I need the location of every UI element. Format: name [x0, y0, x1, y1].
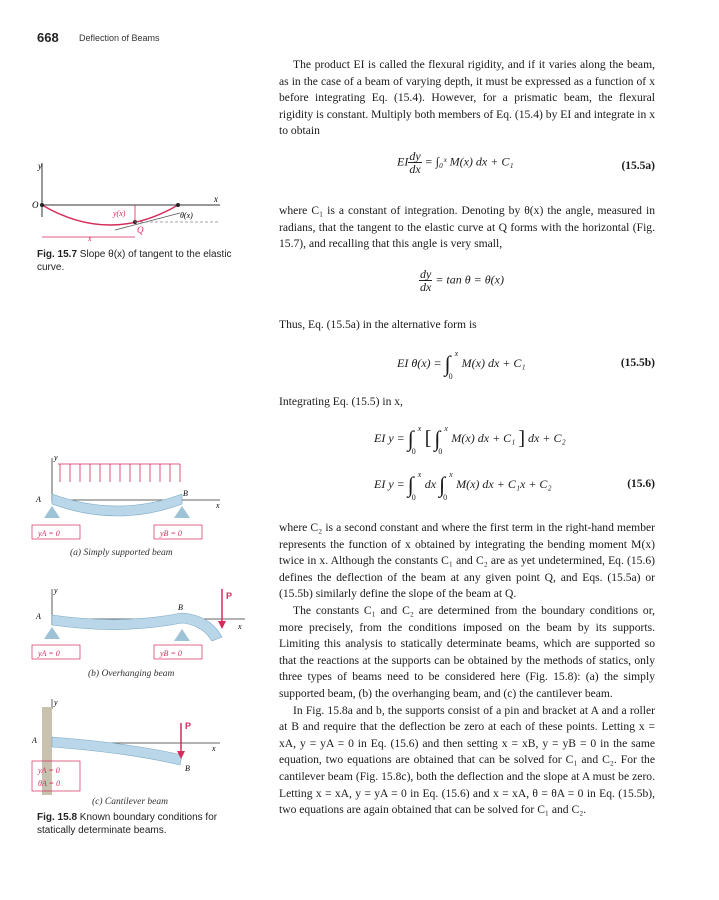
eq-15-5b-lhs: EI θ(x) =	[397, 355, 442, 370]
paragraph-6-text: The constants C₁ and C₂ are determined from the boundary conditions or, more precisely, from the conditions imposed on the beam by its supports. Limiting this analysis to statically determinate beams, which are supported so that the reactions at the supports can be obtained by the methods of statics, only three types of beams need to be considered here (Fig. 15.8): (a) the simply supported beam, (b) the overhanging beam, and (c) the cantilever beam.	[279, 603, 655, 700]
paragraph-5-text: where C₂ is a second constant and where the first term in the right-hand member represents the function of x obtained by integrating the bending moment M(x) twice in x. Although the constants C₁ and C₂ are as yet undetermined, Eq. (15.6) defines the deflection of the beam at any given point Q, and Eqs. (15.5a) or (15.5b) similarly define the slope of the beam at Q.	[279, 521, 655, 601]
beam-b	[52, 613, 222, 641]
fig-15-8-caption-text: Known boundary conditions for statically determinate beams.	[37, 812, 218, 836]
label-a: A	[32, 736, 37, 745]
label-theta: θ(x)	[180, 211, 193, 220]
eq-15-5a-number: (15.5a)	[621, 160, 655, 172]
equation-double-integral	[279, 420, 655, 458]
bc-b-text: yB = 0	[160, 649, 182, 658]
roller-support-b	[174, 629, 190, 641]
eq-double-lhs: EI y =	[374, 430, 405, 445]
equation-tan	[279, 268, 655, 302]
label-y: y	[54, 698, 58, 707]
eq-15-5b-rhs: M(x) dx + C₁	[461, 355, 526, 370]
label-a: A	[36, 612, 41, 621]
eq-15-5a-lhs: EI	[397, 154, 409, 169]
fig-15-8a-caption: (a) Simply supported beam	[70, 548, 173, 558]
end-point	[176, 203, 180, 207]
eq-double-rhs: dx + C₂	[528, 430, 566, 445]
page-number: 668	[37, 30, 59, 45]
eq-tan-num: dy	[420, 267, 432, 281]
label-p: P	[185, 721, 192, 731]
paragraph-2-text: where C₁ is a constant of integration. Denoting by θ(x) the angle, measured in radians, that the tangent to the elastic curve at Q forms with the horizontal (Fig. 15.7), and recalling that this angle is very small,	[279, 204, 655, 251]
integral-sign: ∫ x 0	[439, 470, 453, 502]
integral-sign: ∫ x 0	[444, 349, 459, 381]
label-b: B	[183, 489, 188, 498]
pin-support-a	[44, 506, 60, 518]
figure-15-8-caption	[37, 812, 252, 837]
paragraph-7-text: In Fig. 15.8a and b, the supports consist of a pin and bracket at A and a roller at B and require that the deflection be zero at each of these points. Letting x = xA, y = yA = 0 in Eq. (15.6) and then setting x = xB, y = yB = 0 in the same equation, two equations are obtained that can be solved for C₁ and C₂. For the cantilever beam (Fig. 15.8c), both the deflection and the slope at A must be zero. Letting x = xA, y = yA = 0 in Eq. (15.6) and x = xA, θ = θA = 0 in Eq. (15.5b), two equations are again obtained that can be solved for C₁ and C₂.	[279, 703, 655, 817]
bc-a2-text: θA = 0	[38, 779, 61, 788]
label-y: y	[54, 586, 58, 595]
fig-15-8b-caption: (b) Overhanging beam	[88, 669, 175, 679]
running-head: Deflection of Beams	[79, 33, 160, 43]
eq-15-5a-den: dx	[409, 162, 421, 176]
bc-a-text: yA = 0	[38, 529, 60, 538]
integral-sign: ∫ x 0	[407, 470, 422, 502]
bc-a1-text: yA = 0	[38, 766, 60, 775]
eq-double-inner: M(x) dx + C₁	[451, 430, 516, 445]
equation-15-6	[279, 466, 655, 504]
right-bracket: ]	[518, 427, 526, 450]
label-x: x	[212, 744, 216, 753]
equation-15-5b	[279, 347, 655, 383]
beam-a	[52, 494, 182, 516]
eq-tan-den: dx	[420, 280, 432, 294]
label-p: P	[226, 591, 233, 601]
distributed-load	[58, 464, 180, 482]
label-x-axis: x	[214, 194, 218, 204]
label-x: x	[216, 501, 220, 510]
eq-15-6-lhs: EI y =	[374, 476, 405, 491]
paragraph-3-text: Thus, Eq. (15.5a) in the alternative form is	[279, 318, 477, 331]
label-x: x	[238, 622, 242, 631]
figure-15-8c	[30, 695, 250, 795]
paragraph-2	[279, 203, 655, 253]
paragraph-1	[279, 57, 655, 140]
label-y: y	[54, 453, 58, 462]
figure-15-7-caption	[37, 249, 237, 274]
label-yx: y(x)	[113, 209, 126, 218]
label-x-dimension: x	[88, 234, 92, 243]
label-q: Q	[137, 225, 144, 235]
eq-tan-rhs: = tan θ = θ(x)	[435, 272, 504, 287]
eq-15-5a-rhs: = ∫₀ˣ M(x) dx + C₁	[424, 154, 514, 169]
paragraph-4-text: Integrating Eq. (15.5) in x,	[279, 395, 403, 408]
fig-15-7-caption-number: Fig. 15.7	[37, 249, 78, 260]
figure-15-8a	[30, 452, 240, 547]
eq-15-6-rhs: M(x) dx + C₁x + C₂	[456, 476, 552, 491]
roller-support-b	[174, 506, 190, 518]
integral-sign: ∫ x 0	[434, 424, 448, 456]
paragraph-4	[279, 394, 655, 411]
fig-15-8-caption-number: Fig. 15.8	[37, 812, 78, 823]
equation-15-5a	[279, 146, 655, 186]
label-a: A	[36, 495, 41, 504]
load-arrowhead-p	[218, 621, 226, 629]
label-b: B	[178, 603, 183, 612]
label-b: B	[185, 764, 190, 773]
integral-sign: ∫ x 0	[407, 424, 422, 456]
paragraph-1-text: The product EI is called the flexural rigidity, and if it varies along the beam, as in the case of a beam of varying depth, it must be expressed as a function of x before integrating Eq. (15.4). However, for a prismatic beam, the flexural rigidity is constant. Multiply both members of Eq. (15.4) by EI and integrate in x to obtain	[279, 58, 655, 138]
eq-15-5a-num: dy	[409, 149, 421, 163]
label-y-axis: y	[38, 161, 42, 171]
pin-support-a	[44, 627, 60, 639]
eq-15-6-number: (15.6)	[627, 478, 655, 490]
eq-15-6-mid: dx	[424, 476, 437, 491]
bc-a-text: yA = 0	[38, 649, 60, 658]
figure-15-7	[30, 155, 230, 250]
eq-15-5b-number: (15.5b)	[620, 357, 655, 369]
bc-b-text: yB = 0	[160, 529, 182, 538]
left-bracket: [	[424, 427, 432, 450]
origin-point	[40, 203, 44, 207]
fig-15-8c-caption: (c) Cantilever beam	[92, 797, 168, 807]
fig-15-7-caption-text: Slope θ(x) of tangent to the elastic curve.	[37, 249, 232, 273]
paragraph-5-7	[279, 520, 655, 819]
figure-15-8b	[30, 585, 250, 670]
label-origin: O	[32, 200, 39, 210]
paragraph-3	[279, 317, 655, 334]
